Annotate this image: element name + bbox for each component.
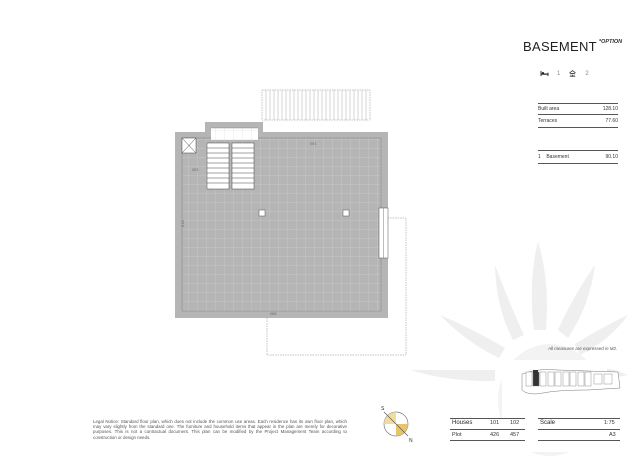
- dim-stair-label: 06'1: [192, 168, 199, 172]
- site-key-map: [518, 360, 623, 405]
- room-row-basement: [538, 154, 618, 160]
- house-102: 102: [510, 420, 520, 426]
- house-101: 101: [490, 420, 500, 426]
- plot-101: 426: [490, 432, 500, 438]
- bed-icon: [540, 70, 549, 77]
- plot-label: Plot: [452, 432, 462, 438]
- scale-bottom-rule: [538, 440, 620, 441]
- floor-plan: [170, 85, 415, 360]
- room-label: Basement: [546, 154, 569, 160]
- compass-icon: [376, 402, 416, 444]
- compass-south-label: S: [381, 406, 385, 412]
- houses-mid-rule: [450, 429, 525, 430]
- scale-top-rule: [538, 418, 620, 419]
- dim-bottom-label: 08'6: [270, 312, 277, 316]
- room-value: 90.10: [605, 154, 618, 160]
- basement-icon: [568, 70, 577, 77]
- exterior-stairs: [262, 90, 370, 120]
- area-label: Terraces: [538, 118, 558, 124]
- plan-title-option: *OPTION: [598, 39, 623, 45]
- paper-size: A3: [609, 432, 616, 438]
- plan-title: [523, 38, 622, 56]
- plan-title-main: BASEMENT: [523, 39, 597, 54]
- area-value: 77.60: [605, 118, 618, 124]
- scale-value: 1:75: [604, 420, 615, 426]
- area-label: Built area: [538, 106, 560, 112]
- area-row-built: [538, 106, 618, 112]
- rooms-bottom-rule: [538, 163, 618, 164]
- houses-top-rule: [450, 418, 525, 419]
- shaft-box: [182, 138, 196, 153]
- scale-label: Scale: [540, 420, 556, 426]
- areas-bottom-rule: [538, 127, 618, 128]
- dim-left-label: 6,24: [181, 220, 185, 227]
- area-value: 128.10: [602, 106, 618, 112]
- scale-mid-rule: [538, 429, 620, 430]
- level-1-label: 1: [557, 70, 561, 77]
- rooms-top-rule: [538, 150, 618, 151]
- houses-label: Houses: [452, 420, 473, 426]
- level-selector: [540, 70, 589, 77]
- houses-bottom-rule: [450, 440, 525, 441]
- room-index: 1: [538, 154, 541, 160]
- plot-102: 457: [510, 432, 520, 438]
- areas-top-rule: [538, 103, 618, 104]
- area-row-terraces: [538, 118, 618, 124]
- compass-north-label: N: [409, 438, 413, 444]
- measures-note: All measures are expressed in M2.: [548, 346, 618, 351]
- level-2-label: 2: [585, 70, 589, 77]
- areas-mid-rule: [538, 114, 618, 115]
- legal-notice: Legal Notice: Standard floor plan, which does not include the common use areas. Each residence has its own floor plan, which may vary slightly from the standard one. The furniture and household items that appear in the plan are merely for decorative purposes. This is not a contractual document. This plan can be modified by the Project Management Team according to construction or design needs.: [93, 419, 347, 440]
- dim-top-label: 09'1: [310, 142, 317, 146]
